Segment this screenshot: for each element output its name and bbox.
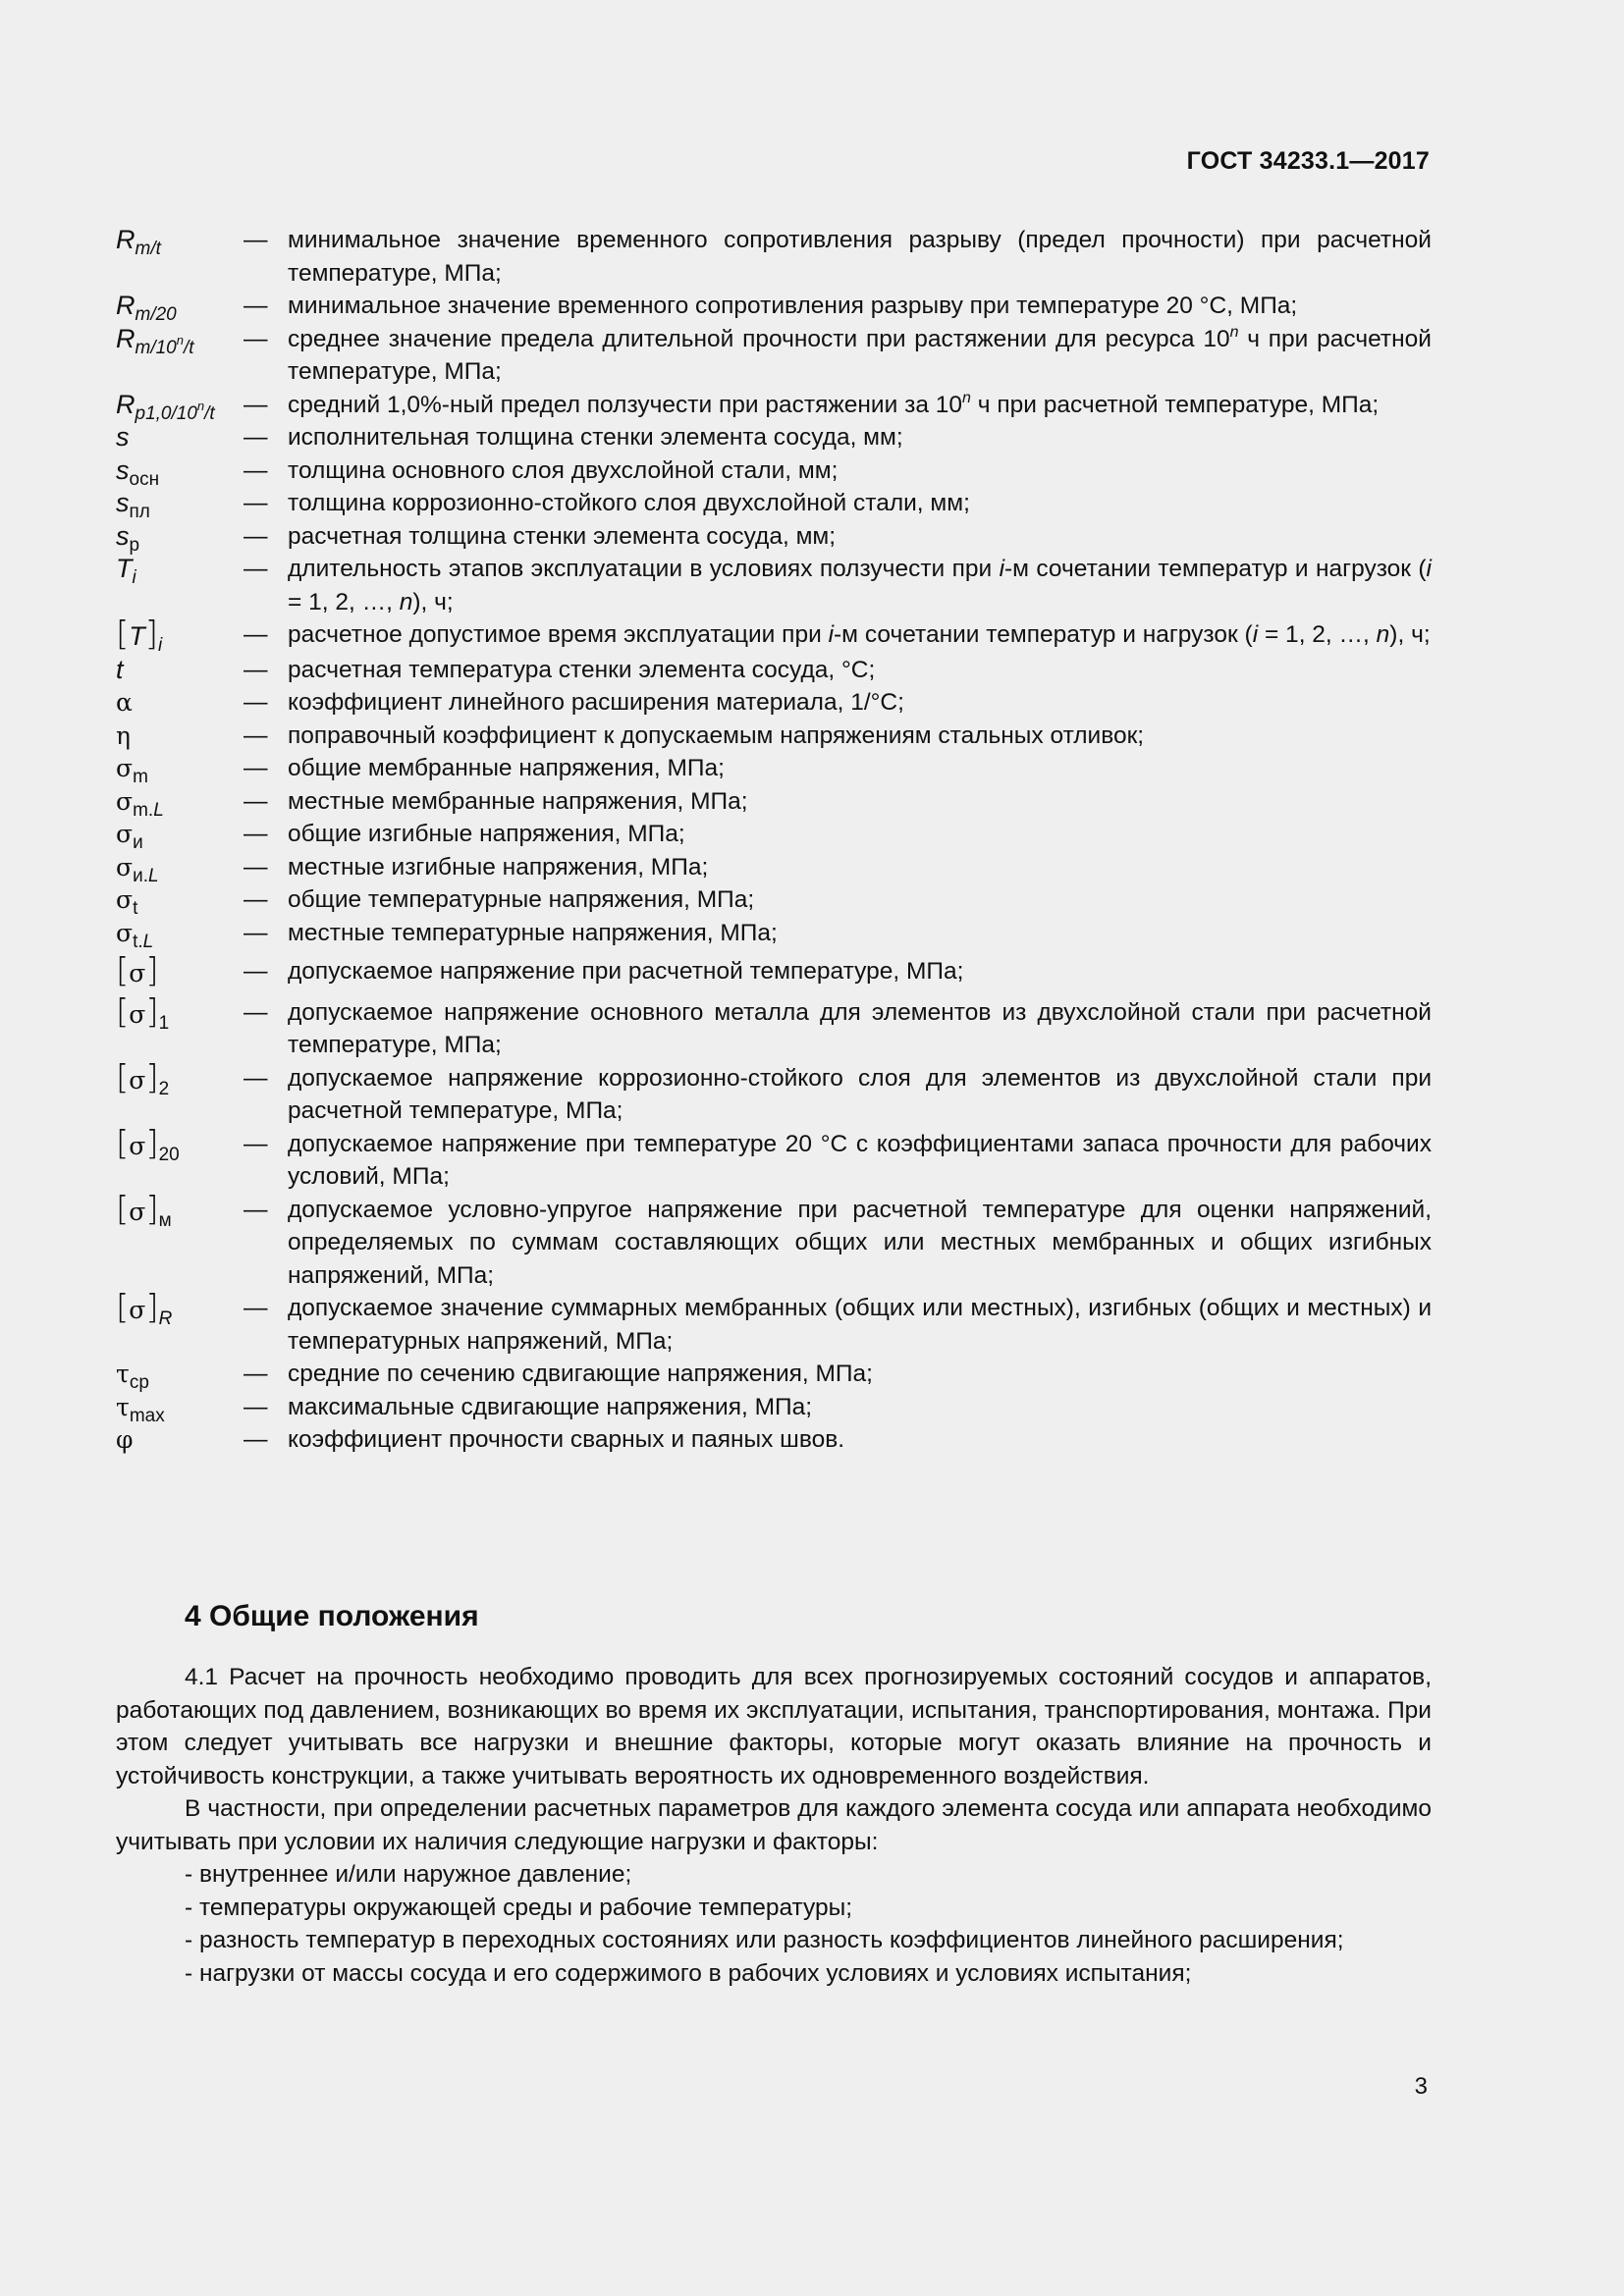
definition-symbol: $s_{осн}$: [116, 454, 160, 490]
definition-dash: —: [244, 1361, 268, 1387]
definition-text: толщина коррозионно-стойкого слоя двухслойной стали, мм;: [288, 490, 970, 516]
definition-symbol: t: [116, 654, 124, 684]
definition-symbol: $R_{m/t}$: [116, 225, 161, 259]
definition-row: [116, 487, 1432, 520]
definition-text: толщина основного слоя двухслойной стали, мм;: [288, 456, 839, 484]
definition-text: допускаемое напряжение коррозионно-стойкого слоя для элементов из двухслойной стали при расчетной температуре, МПа;: [288, 1064, 1432, 1124]
definition-text: местные изгибные напряжения, МПа;: [288, 853, 709, 881]
definition-text: коэффициент линейного расширения материала, 1/°С;: [288, 689, 904, 716]
definition-row: [116, 686, 1432, 720]
definition-text: местные температурные напряжения, МПа;: [288, 919, 778, 946]
definition-text: допускаемое напряжение при расчетной температуре, МПа;: [288, 958, 964, 985]
definition-row: [116, 1189, 1432, 1293]
paragraph: В частности, при определении расчетных параметров для каждого элемента сосуда или аппарата необходимо учитывать при условии их наличия следующие нагрузки и факторы:: [116, 1795, 1432, 1855]
definition-dash: —: [244, 656, 268, 683]
definition-text: допускаемое напряжение основного металла для элементов из двухслойной стали при расчетной температуре, МПа;: [288, 998, 1432, 1058]
symbol-definitions: [116, 224, 1432, 1457]
definition-row: [116, 553, 1432, 618]
section-body: [116, 1661, 1432, 1990]
definition-text: расчетное допустимое время эксплуатации при i-м сочетании температур и нагрузок (i = 1, 2, …, n), ч;: [288, 621, 1431, 648]
definition-dash: —: [244, 325, 268, 352]
definition-row: [116, 614, 1432, 656]
definition-text: поправочный коэффициент к допускаемым напряжениям стальных отливок;: [288, 721, 1145, 749]
definition-dash: —: [244, 1426, 268, 1453]
definition-text: местные мембранные напряжения, МПа;: [288, 787, 748, 815]
definition-dash: —: [244, 522, 268, 550]
definition-row: [116, 951, 1432, 990]
definition-row: [116, 323, 1432, 389]
definition-row: [116, 290, 1432, 323]
definition-symbol: $\sigma_m$: [116, 754, 148, 787]
definition-symbol: $\sigma_t$: [116, 885, 138, 919]
definition-dash: —: [244, 1295, 268, 1321]
definition-dash: —: [244, 886, 268, 913]
definition-row: [116, 654, 1432, 687]
definition-text: средний 1,0%-ный предел ползучести при растяжении за 10$^n$ ч при расчетной температуре, МПа;: [288, 389, 1380, 418]
definition-symbol: $\sigma_{m.L}$: [116, 786, 164, 821]
definition-symbol: $T_i$: [116, 554, 136, 588]
definition-row: [116, 454, 1432, 488]
definition-symbol: $\sigma_{t.L}$: [116, 918, 154, 952]
definition-symbol: φ: [116, 1425, 134, 1454]
definition-row: [116, 752, 1432, 785]
definition-text: минимальное значение временного сопротивления разрыву при температуре 20 °С, МПа;: [288, 293, 1298, 319]
definition-dash: —: [244, 1130, 268, 1157]
definition-dash: —: [244, 456, 268, 484]
definition-text: общие изгибные напряжения, МПа;: [288, 821, 685, 847]
definition-dash: —: [244, 821, 268, 847]
definition-dash: —: [244, 1196, 268, 1223]
definition-row: [116, 520, 1432, 554]
definition-row: [116, 421, 1432, 454]
definition-text: расчетная толщина стенки элемента сосуда, мм;: [288, 522, 837, 550]
definition-dash: —: [244, 853, 268, 881]
definition-dash: —: [244, 621, 268, 648]
definition-symbol: $s_{пл}$: [116, 488, 150, 522]
definition-dash: —: [244, 556, 268, 582]
page-number: 3: [1414, 2073, 1428, 2100]
definition-text: исполнительная толщина стенки элемента сосуда, мм;: [288, 424, 903, 451]
definition-symbol: α: [116, 688, 133, 717]
definition-symbol: [σ]: [116, 951, 159, 990]
definition-symbol: $[\sigma]_R$: [116, 1288, 173, 1329]
definition-text: общие температурные напряжения, МПа;: [288, 886, 755, 913]
definition-symbol: s: [116, 422, 130, 452]
definition-symbol: $[T]_i$: [116, 614, 163, 656]
definition-row: [116, 224, 1432, 290]
section-heading: 4 Общие положения: [185, 1600, 479, 1632]
definition-symbol: $\sigma_и$: [116, 820, 143, 853]
list-item: - внутреннее и/или наружное давление;: [185, 1861, 632, 1888]
definition-row: [116, 1288, 1432, 1358]
definition-row: [116, 785, 1432, 819]
definition-dash: —: [244, 787, 268, 815]
definition-row: [116, 991, 1432, 1062]
definition-dash: —: [244, 490, 268, 516]
definition-row: [116, 1423, 1432, 1457]
list-item: - температуры окружающей среды и рабочие температуры;: [185, 1894, 853, 1921]
document-header: ГОСТ 34233.1—2017: [1186, 147, 1430, 175]
list-item: - разность температур в переходных состояниях или разность коэффициентов линейного расширения;: [185, 1927, 1344, 1953]
definition-row: [116, 1358, 1432, 1391]
definition-symbol: $R_{p1,0/10^n/t}$: [116, 389, 215, 424]
definition-dash: —: [244, 721, 268, 749]
definition-text: минимальное значение временного сопротивления разрыву (предел прочности) при расчетной температуре, МПа;: [288, 227, 1432, 287]
definition-text: средние по сечению сдвигающие напряжения, МПа;: [288, 1361, 873, 1387]
definition-row: [116, 917, 1432, 950]
definition-text: общие мембранные напряжения, МПа;: [288, 755, 725, 781]
definition-symbol: η: [116, 721, 131, 750]
definition-dash: —: [244, 958, 268, 985]
definition-symbol: $[\sigma]_2$: [116, 1057, 170, 1099]
definition-symbol: $[\sigma]_1$: [116, 991, 170, 1034]
definition-row: [116, 720, 1432, 753]
definition-text: допускаемое условно-упругое напряжение при расчетной температуре для оценки напряжений, определяемых по суммам составляющих общих или местных мембранных и общих изгибных напряжений, МПа;: [288, 1196, 1432, 1289]
definition-symbol: $[\sigma]_м$: [116, 1189, 172, 1231]
definition-dash: —: [244, 1393, 268, 1420]
definition-dash: —: [244, 293, 268, 319]
definition-dash: —: [244, 227, 268, 253]
definition-text: длительность этапов эксплуатации в условиях ползучести при i-м сочетании температур и нагрузок (i = 1, 2, …, n), ч;: [288, 556, 1432, 615]
definition-row: [116, 883, 1432, 917]
definition-symbol: $\tau_{ср}$: [116, 1360, 149, 1393]
definition-dash: —: [244, 919, 268, 946]
definition-dash: —: [244, 998, 268, 1026]
definition-row: [116, 389, 1432, 422]
definition-text: расчетная температура стенки элемента сосуда, °С;: [288, 656, 876, 683]
definition-text: среднее значение предела длительной прочности при растяжении для ресурса 10$^n$ ч при расчетной температуре, МПа;: [288, 323, 1432, 385]
definition-symbol: $[\sigma]_{20}$: [116, 1123, 180, 1165]
definition-row: [116, 1391, 1432, 1424]
definition-symbol: $R_{m/10^n/t}$: [116, 323, 194, 358]
definition-text: допускаемое напряжение при температуре 20 °С с коэффициентами запаса прочности для рабочих условий, МПа;: [288, 1130, 1432, 1190]
definition-row: [116, 1123, 1432, 1194]
definition-row: [116, 818, 1432, 851]
definition-row: [116, 1057, 1432, 1128]
definition-text: максимальные сдвигающие напряжения, МПа;: [288, 1393, 813, 1420]
list-item: - нагрузки от массы сосуда и его содержимого в рабочих условиях и условиях испытания;: [185, 1959, 1192, 1987]
paragraph: 4.1 Расчет на прочность необходимо проводить для всех прогнозируемых состояний сосудов и аппаратов, работающих под давлением, возникающих во время их эксплуатации, испытания, транспортирования, монтажа. При этом следует учитывать все нагрузки и внешние факторы, которые могут оказать влияние на прочность и устойчивость конструкции, а также учитывать вероятность их одновременного воздействия.: [116, 1664, 1432, 1789]
definition-dash: —: [244, 755, 268, 781]
definition-dash: —: [244, 424, 268, 451]
definition-symbol: $\tau_{max}$: [116, 1392, 165, 1426]
definition-dash: —: [244, 1064, 268, 1092]
definition-dash: —: [244, 689, 268, 716]
definition-symbol: $R_{m/20}$: [116, 291, 177, 325]
definition-text: коэффициент прочности сварных и паяных швов.: [288, 1426, 845, 1453]
definition-symbol: $s_р$: [116, 520, 140, 556]
definition-symbol: $\sigma_{и.L}$: [116, 852, 159, 886]
definition-row: [116, 851, 1432, 884]
definition-text: допускаемое значение суммарных мембранных (общих или местных), изгибных (общих и местных) и температурных напряжений, МПа;: [288, 1295, 1432, 1355]
definition-dash: —: [244, 391, 268, 418]
